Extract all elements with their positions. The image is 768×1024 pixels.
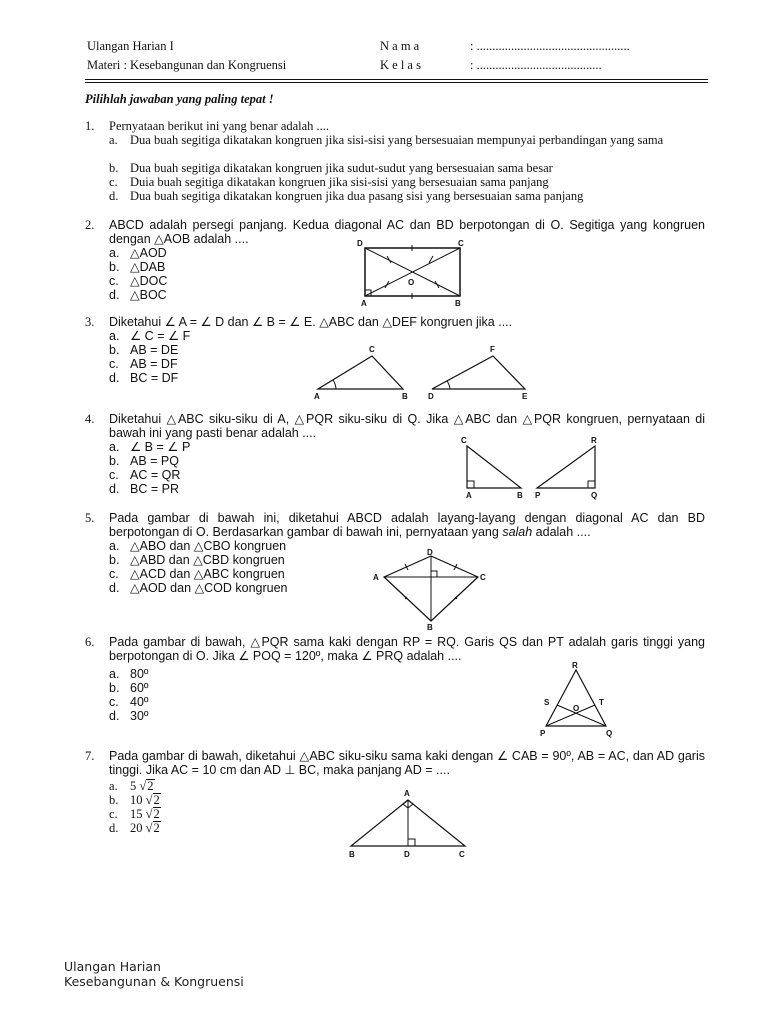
label-t: T — [599, 698, 604, 707]
label-o: O — [408, 278, 415, 287]
option-text: AB = DF — [130, 357, 178, 371]
right-isosceles-triangle-figure — [343, 786, 473, 860]
option-text: 30º — [130, 709, 149, 723]
label-d: D — [428, 392, 434, 401]
option-letter: a. — [109, 246, 120, 260]
option-letter: c. — [109, 567, 119, 581]
kite-figure — [368, 547, 493, 631]
option-text: Dua buah segitiga dikatakan kongruen jika dua pasang sisi yang bersesuaian sama panjang — [130, 189, 584, 203]
right-angle-mark-q — [588, 481, 595, 488]
question-number: 3. — [85, 315, 95, 329]
option-text: △ABO dan △CBO kongruen — [130, 539, 287, 553]
option-letter: b. — [109, 454, 120, 468]
option-text: △ABD dan △CBD kongruen — [130, 553, 285, 567]
option-letter: d. — [109, 709, 120, 723]
question-text: Pada gambar di bawah, △PQR sama kaki dengan RP = RQ. Garis QS dan PT adalah garis tinggi yang berpotongan di O. Jika ∠ POQ = 120º, maka ∠ PRQ adalah .... — [109, 635, 705, 663]
option-text: △DOC — [130, 274, 168, 288]
question-text-part: Pada gambar di bawah ini, diketahui ABCD adalah layang-layang dengan diagonal AC dan BD berpotongan di O. Berdasarkan gambar di bawah ini, pernyataan yang — [109, 511, 705, 539]
sqrt-icon: √ — [145, 793, 153, 807]
option-text: 80º — [130, 667, 149, 681]
option-text: 40º — [130, 695, 149, 709]
option-letter: a. — [109, 440, 120, 454]
option-letter: d. — [109, 821, 119, 835]
class-blank: : ........................................ — [470, 58, 602, 72]
option-text: Dua buah segitiga dikatakan kongruen jika sisi-sisi yang bersesuaian mempunyai perbandingan yang sama — [130, 133, 664, 147]
label-a: A — [373, 573, 379, 582]
label-b: B — [349, 850, 355, 859]
option-letter: d. — [109, 581, 120, 595]
option-text: ∠ C = ∠ F — [130, 329, 191, 343]
label-s: S — [544, 698, 550, 707]
option-text: △BOC — [130, 288, 167, 302]
option-text: Duia buah segitiga dikatakan kongruen jika sisi-sisi yang bersesuaian sama panjang — [130, 175, 549, 189]
label-b: B — [517, 491, 523, 500]
label-c: C — [459, 850, 465, 859]
triangle-def — [432, 356, 525, 389]
equal-mark — [405, 597, 407, 599]
question-number: 5. — [85, 511, 95, 525]
label-e: E — [522, 392, 528, 401]
option-letter: b. — [109, 681, 120, 695]
question-number: 2. — [85, 218, 95, 232]
option-text: BC = PR — [130, 482, 179, 496]
question-text: Pada gambar di bawah, diketahui △ABC siku-siku sama kaki dengan ∠ CAB = 90º, AB = AC, dan AD garis tinggi. Jika AC = 10 cm dan AD ⊥ BC, maka panjang AD = .... — [109, 749, 705, 777]
label-c: C — [480, 573, 486, 582]
option-letter: b. — [109, 260, 120, 274]
class-label: K e l a s — [380, 58, 421, 72]
question-1 — [85, 119, 705, 209]
sqrt-icon: √ — [145, 807, 153, 821]
question-number: 4. — [85, 412, 95, 426]
label-b: B — [427, 623, 433, 631]
tick-mark — [435, 281, 439, 288]
label-c: C — [369, 345, 375, 354]
label-b: B — [402, 392, 408, 401]
label-r: R — [591, 436, 597, 445]
option-letter: b. — [109, 343, 120, 357]
question-number: 6. — [85, 635, 95, 649]
right-angle-mark-d — [408, 839, 415, 846]
label-d: D — [427, 548, 433, 557]
option-letter: b. — [109, 793, 119, 807]
option-letter: b. — [109, 553, 120, 567]
subject-title: Materi : Kesebangunan dan Kongruensi — [87, 58, 287, 72]
label-q: Q — [591, 491, 598, 500]
option-text: AC = QR — [130, 468, 181, 482]
option-letter: d. — [109, 482, 120, 496]
option-letter: a. — [109, 539, 120, 553]
option-letter: d. — [109, 189, 119, 203]
option-letter: a. — [109, 667, 120, 681]
option-letter: a. — [109, 329, 120, 343]
option-letter: a. — [109, 133, 118, 147]
question-text — [109, 511, 705, 539]
label-b: B — [455, 299, 461, 308]
name-blank: : ................................................. — [470, 39, 630, 53]
sqrt-icon: √ — [139, 779, 147, 793]
option-text: Dua buah segitiga dikatakan kongruen jika sudut-sudut yang bersesuaian sama besar — [130, 161, 553, 175]
option-letter: b. — [109, 161, 119, 175]
rectangle-figure — [355, 236, 475, 310]
label-c: C — [461, 436, 467, 445]
right-angle-mark — [431, 571, 437, 577]
label-d: D — [357, 239, 363, 248]
option-letter: d. — [109, 371, 120, 385]
question-text: Pernyataan berikut ini yang benar adalah .... — [109, 119, 330, 133]
equal-mark — [455, 597, 457, 599]
right-angle-mark-a — [467, 481, 474, 488]
question-text: Diketahui △ABC siku-siku di A, △PQR siku-siku di Q. Jika △ABC dan △PQR kongruen, pernyataan di bawah ini yang pasti benar adalah .... — [109, 412, 705, 440]
header-rule-bottom — [85, 82, 708, 83]
right-triangles-figure — [455, 434, 610, 502]
label-a: A — [404, 789, 410, 798]
triangle-abc — [467, 446, 521, 488]
option-radicand: 2 — [147, 779, 154, 793]
option-letter: c. — [109, 274, 119, 288]
option-letter: c. — [109, 695, 119, 709]
question-text: ABCD adalah persegi panjang. Kedua diagonal AC dan BD berpotongan di O. Segitiga yang kongruen dengan △AOB adalah .... — [109, 218, 705, 246]
label-f: F — [490, 345, 495, 354]
label-c: C — [458, 239, 464, 248]
label-p: P — [540, 729, 546, 738]
question-4 — [85, 412, 705, 502]
triangles-abc-def-figure — [310, 342, 530, 402]
header-rule-top — [85, 79, 708, 80]
option-text: △DAB — [130, 260, 166, 274]
option-letter: d. — [109, 288, 120, 302]
altitude-pt — [546, 705, 595, 726]
sqrt-icon: √ — [145, 821, 153, 835]
label-r: R — [572, 661, 578, 670]
option-radicand: 2 — [153, 793, 160, 807]
option-text: BC = DF — [130, 371, 179, 385]
label-a: A — [361, 299, 367, 308]
angle-mark-a — [333, 380, 336, 389]
option-text: ∠ B = ∠ P — [130, 440, 191, 454]
question-text: Diketahui ∠ A = ∠ D dan ∠ B = ∠ E. △ABC dan △DEF kongruen jika .... — [109, 315, 513, 329]
option-coefficient: 15 — [130, 807, 143, 821]
option-coefficient: 20 — [130, 821, 143, 835]
isosceles-triangle-figure — [536, 658, 622, 740]
option-letter: c. — [109, 175, 118, 189]
question-number: 1. — [85, 119, 95, 133]
footer-line-2: Kesebangunan & Kongruensi — [64, 974, 244, 989]
footer-line-1: Ulangan Harian — [64, 959, 161, 974]
option-text: △ACD dan △ABC kongruen — [130, 567, 285, 581]
triangle-pqr — [546, 670, 606, 726]
question-text-emphasis: salah — [502, 525, 533, 539]
label-o: O — [573, 704, 580, 713]
question-text-part: adalah .... — [532, 525, 591, 539]
option-letter: c. — [109, 807, 118, 821]
test-title: Ulangan Harian I — [87, 39, 174, 53]
name-label: N a m a — [380, 39, 420, 53]
angle-mark-d — [447, 381, 450, 389]
option-radicand: 2 — [153, 807, 160, 821]
option-text: AB = DE — [130, 343, 179, 357]
question-number: 7. — [85, 749, 95, 763]
label-d: D — [404, 850, 410, 859]
altitude-qs — [557, 705, 606, 726]
option-radicand: 2 — [153, 821, 160, 835]
option-coefficient: 10 — [130, 793, 143, 807]
option-coefficient: 5 — [130, 779, 137, 793]
option-letter: c. — [109, 468, 119, 482]
triangle-abc — [318, 356, 403, 389]
triangle-pqr — [537, 446, 595, 488]
label-a: A — [314, 392, 320, 401]
option-text: △AOD dan △COD kongruen — [130, 581, 288, 595]
option-letter: a. — [109, 779, 118, 793]
option-text: △AOD — [130, 246, 167, 260]
option-text: AB = PQ — [130, 454, 179, 468]
option-letter: c. — [109, 357, 119, 371]
label-q: Q — [606, 729, 613, 738]
label-a: A — [466, 491, 472, 500]
option-text: 60º — [130, 681, 149, 695]
label-p: P — [535, 491, 541, 500]
instruction: Pilihlah jawaban yang paling tepat ! — [85, 92, 274, 106]
